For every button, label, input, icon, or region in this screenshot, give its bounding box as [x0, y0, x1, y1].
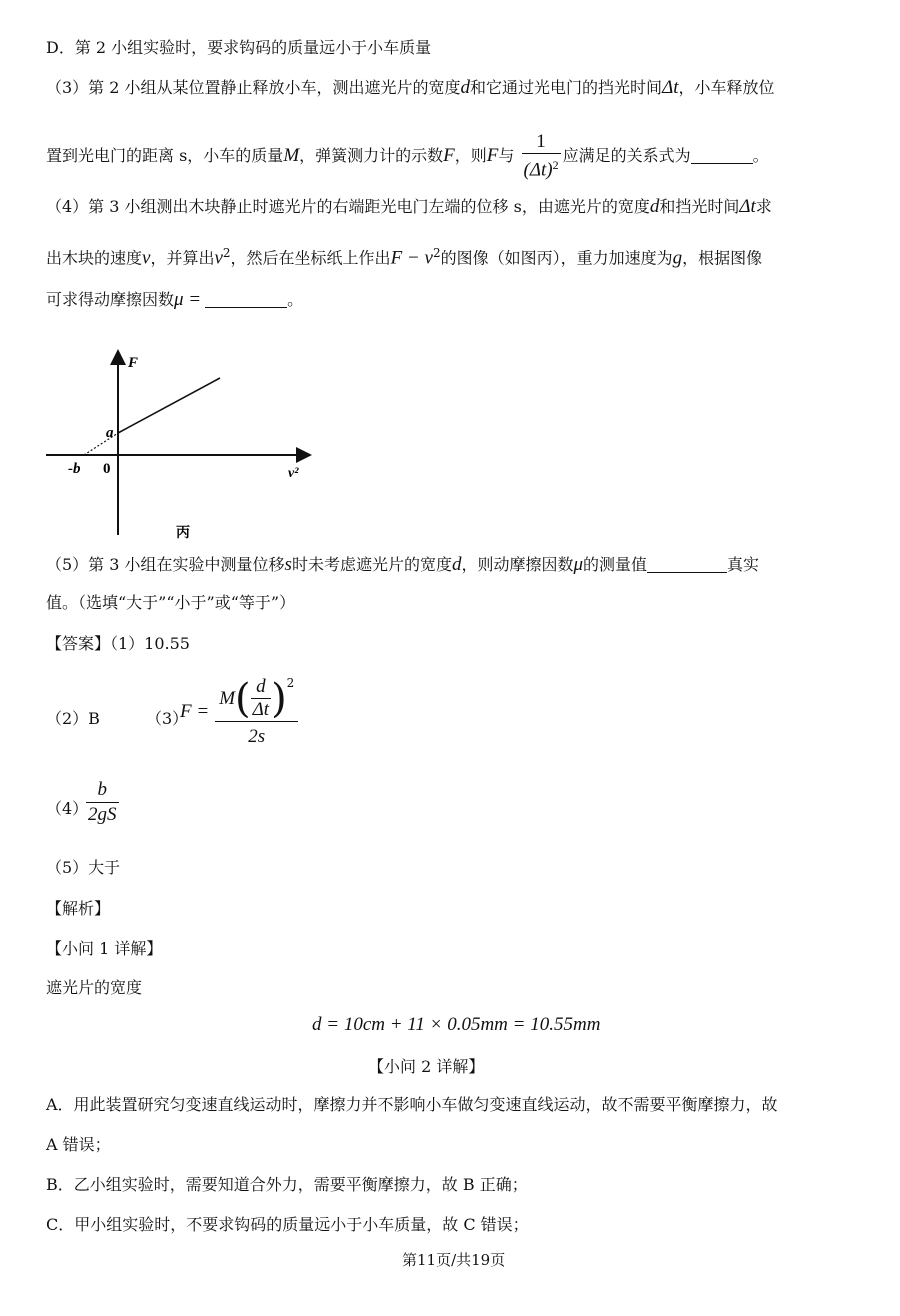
math-g: g	[672, 247, 683, 269]
answer-2-label: （2）B	[46, 709, 100, 728]
inner-numerator-d: d	[256, 676, 266, 697]
answer-4-denominator: 2gS	[88, 804, 117, 825]
fraction-one-over-dt-squared	[522, 131, 561, 181]
analysis-heading: 【解析】	[46, 899, 111, 918]
formula-f-equals: F =	[180, 701, 210, 722]
v-squared-exponent: 2	[222, 246, 231, 260]
q4-text-f: ，然后在坐标纸上作出	[230, 248, 391, 268]
math-mu: μ	[573, 554, 584, 575]
option-b-line: B．乙小组实验时，需要知道合外力，需要平衡摩擦力，故 B 正确；	[46, 1175, 528, 1194]
q4-text-d: 出木块的速度	[46, 248, 143, 268]
q3-end-punct: 。	[752, 146, 769, 165]
math-v: v	[142, 247, 151, 269]
fraction-numerator: 1	[536, 131, 546, 153]
origin-label: 0	[103, 461, 111, 477]
intercept-b-label: -b	[68, 461, 81, 477]
math-delta-t: Δt	[662, 77, 679, 98]
close-paren: )	[271, 675, 287, 722]
question-4-line-2	[46, 241, 762, 270]
answer-5: （5）大于	[46, 858, 121, 877]
q4-text-h: ，根据图像	[682, 248, 763, 268]
math-mu-equals: μ =	[174, 289, 202, 310]
answer-blank-q4[interactable]	[205, 289, 287, 308]
q3-text-c: ，小车释放位	[678, 78, 775, 97]
d-over-dt	[251, 676, 271, 721]
q3-text-h: 应满足的关系式为	[562, 146, 691, 165]
fraction-denominator	[522, 154, 561, 181]
graph-solid-line	[118, 378, 220, 433]
intercept-a-label: a	[106, 425, 114, 441]
q4-text-i: 可求得动摩擦因数	[46, 290, 175, 309]
q4-text-g: 的图像（如图丙），重力加速度为	[440, 248, 673, 268]
answer-blank-q5[interactable]	[647, 554, 727, 573]
answer-3-numerator	[215, 676, 298, 721]
q4-text-a: （4）第 3 小组测出木块静止时遮光片的右端距光电门左端的位移 s，由遮光片的宽度	[46, 197, 650, 216]
x-axis-label: v²	[288, 466, 299, 481]
option-a-line-2: A 错误；	[46, 1135, 111, 1154]
answer-3-fraction	[215, 676, 298, 748]
figure-caption: 丙	[176, 525, 190, 540]
squared-exponent: 2	[552, 158, 559, 173]
sub-question-1-heading: 【小问 1 详解】	[46, 939, 163, 958]
answer-4-fraction	[86, 778, 119, 827]
q3-text-b: 和它通过光电门的挡光时间	[470, 78, 663, 97]
q5-text-d: 的测量值	[583, 555, 648, 574]
answer-4-label: （4）	[46, 799, 89, 818]
question-3-line-2	[46, 128, 769, 184]
open-paren: (	[235, 675, 251, 722]
answer-3-formula	[180, 676, 298, 748]
sub-question-2-heading: 【小问 2 详解】	[368, 1057, 485, 1076]
question-3-line-1	[46, 76, 775, 100]
q4-text-b: 和挡光时间	[659, 197, 740, 216]
math-f-2: F	[486, 145, 499, 166]
y-axis-label: F	[128, 355, 139, 371]
q3-text-a: （3）第 2 小组从某位置静止释放小车，测出遮光片的宽度	[46, 78, 461, 97]
q3-text-d: 置到光电门的距离 s，小车的质量	[46, 146, 284, 165]
math-d: d	[460, 77, 471, 98]
formula-m: M	[219, 687, 236, 709]
width-equation: d = 10cm + 11 × 0.05mm = 10.55mm	[312, 1014, 601, 1035]
q5-text-c: ，则动摩擦因数	[461, 555, 574, 574]
math-delta-t-q4: Δt	[739, 196, 756, 217]
graph-f-vs-v-squared	[40, 345, 330, 540]
inner-denominator-dt: Δt	[252, 699, 270, 720]
answer-blank-q3[interactable]	[691, 145, 753, 164]
q5-text-b: 时未考虑遮光片的宽度	[291, 555, 452, 574]
option-c-line: C．甲小组实验时，不要求钩码的质量远小于小车质量，故 C 错误；	[46, 1215, 529, 1234]
math-f-minus-v-squared: F − v	[390, 247, 433, 269]
question-4-line-1	[46, 195, 772, 219]
answer-3-denominator: 2s	[248, 726, 266, 747]
f-v-squared-exponent: 2	[432, 246, 441, 260]
math-d-q4: d	[649, 196, 660, 217]
question-5-line-1	[46, 553, 759, 577]
question-4-line-3	[46, 288, 303, 312]
answer-4-numerator: b	[97, 779, 107, 800]
q3-text-f: ，则	[454, 146, 487, 165]
q3-text-e: ，弹簧测力计的示数	[299, 146, 444, 165]
option-d-text: D．第 2 小组实验时，要求钩码的质量远小于小车质量	[46, 38, 432, 57]
math-m: M	[283, 145, 300, 166]
math-v-squared: v	[214, 247, 223, 269]
width-text: 遮光片的宽度	[46, 978, 143, 997]
page-footer: 第11页/共19页	[402, 1251, 506, 1269]
formula-exponent-2: 2	[286, 676, 295, 690]
q4-text-c: 求	[755, 197, 772, 216]
math-s: s	[284, 554, 292, 575]
q4-text-e: ，并算出	[150, 248, 215, 268]
q5-text-a: （5）第 3 小组在实验中测量位移	[46, 555, 285, 574]
math-d-q5: d	[451, 554, 462, 575]
b-over-2gs	[86, 778, 119, 827]
dt-squared-base: (Δt)	[523, 159, 553, 181]
q4-end-punct: 。	[287, 290, 304, 309]
option-a-line-1: A．用此装置研究匀变速直线运动时，摩擦力并不影响小车做匀变速直线运动，故不需要平衡摩擦力，故	[46, 1095, 778, 1114]
q3-text-g: 与	[498, 146, 515, 165]
q5-text-e: 真实	[727, 555, 760, 574]
question-5-line-2: 值。（选填“大于”“小于”或“等于”）	[46, 593, 296, 612]
answer-3-label: （3）	[146, 709, 189, 728]
math-f: F	[443, 145, 455, 166]
answer-heading: 【答案】（1）10.55	[46, 634, 190, 653]
